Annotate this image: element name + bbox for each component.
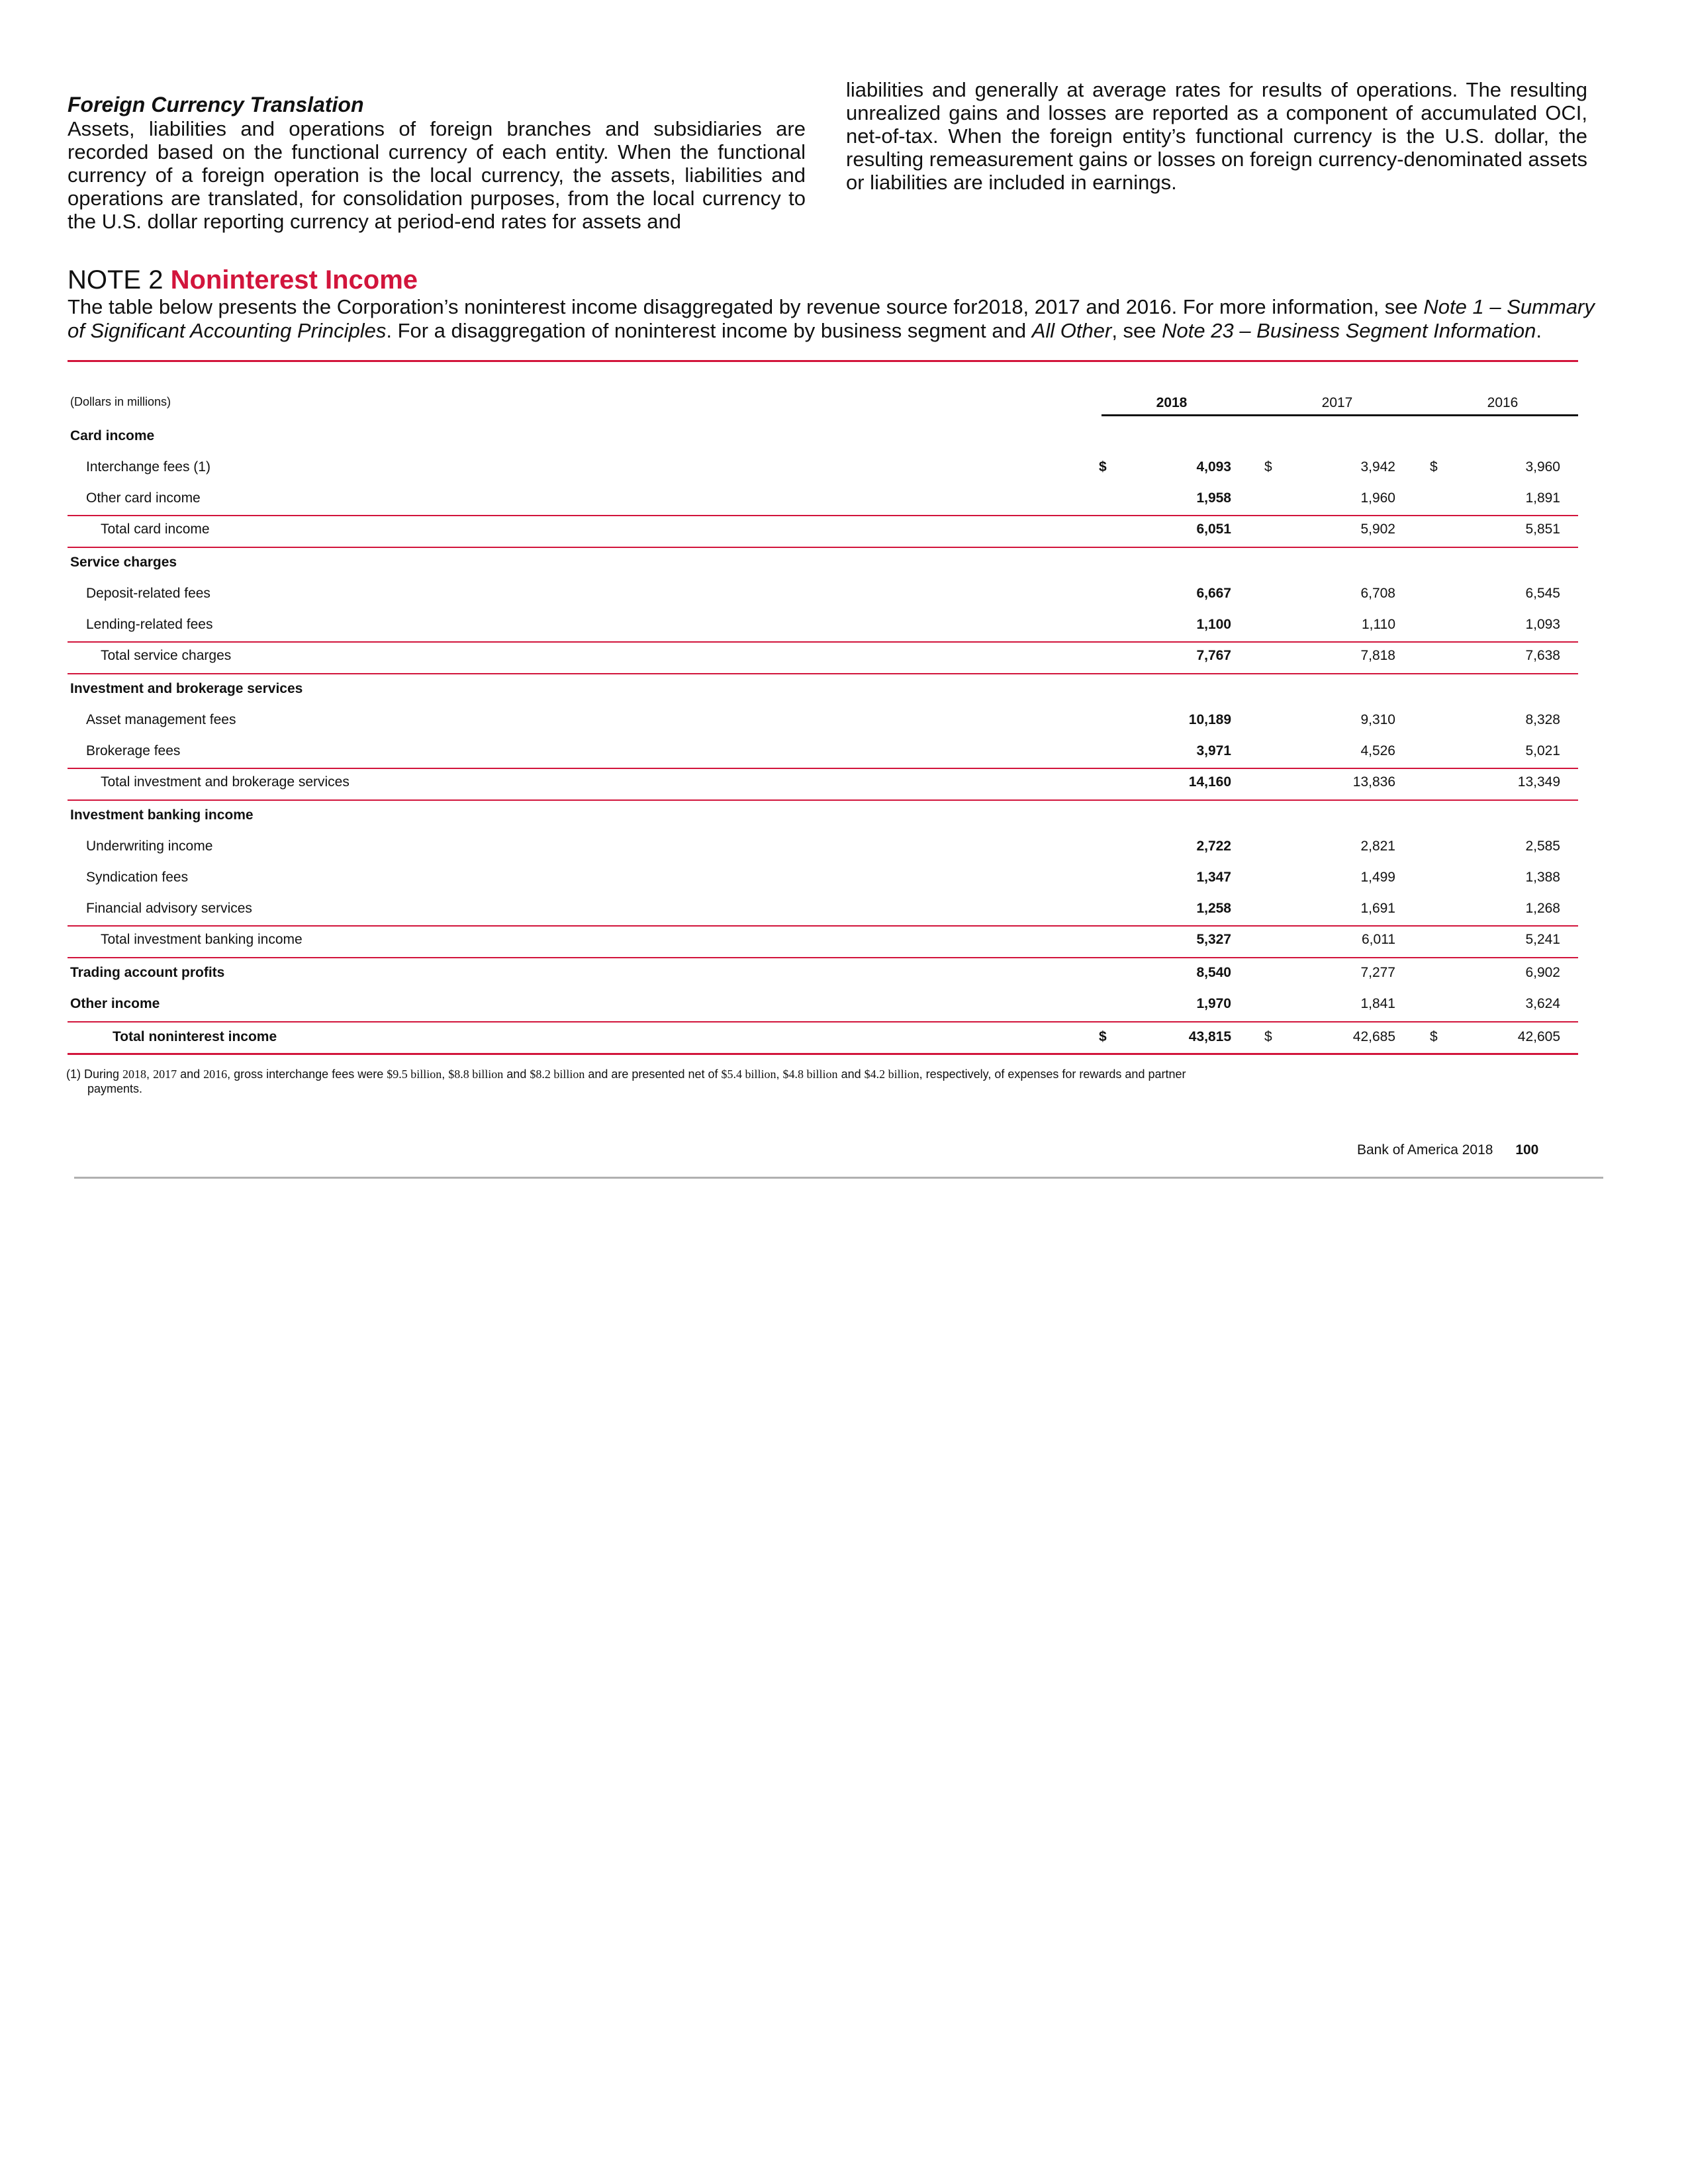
intro-part-5: . [1536,319,1542,342]
row-label-bold: Other income [70,996,160,1011]
table-cell-value: 1,691 [1360,901,1395,916]
total-row-label: Total investment banking income [101,932,303,947]
table-cell-value: 6,011 [1362,932,1395,947]
grand-total-rule [68,1053,1578,1055]
footnote-text: and [177,1068,204,1081]
footnote-text: and [837,1068,865,1081]
currency-symbol: $ [1264,459,1272,475]
footnote-value: $4.8 billion [782,1068,838,1081]
table-cell-value: 1,970 [1196,996,1231,1011]
units-label: (Dollars in millions) [70,395,171,408]
note-title-text: Noninterest Income [170,265,418,295]
footnote-value: $5.4 billion [721,1068,776,1081]
total-rule [68,957,1578,958]
total-row-label: Total service charges [101,648,232,663]
table-cell-value: 7,767 [1196,648,1231,663]
table-cell-value: 5,327 [1196,932,1231,947]
page-number: 100 [1515,1142,1539,1158]
row-label [86,870,188,886]
table-cell-value: 7,818 [1360,648,1395,663]
note1-reference: Note 1 – Summary of Significant Accounting Principles [68,295,1595,342]
footnote-year: 2017 [153,1068,177,1081]
footnote-value: $9.5 billion [387,1068,442,1081]
footnote-marker: (1) [66,1068,81,1081]
currency-symbol: $ [1430,459,1438,475]
table-cell-value: 6,902 [1525,965,1560,980]
table-cell-value: 6,667 [1196,586,1231,601]
table-cell-value: 3,971 [1196,743,1231,758]
intro-part-2: . For more information, see [1171,295,1424,318]
table-cell-value: 14,160 [1188,774,1231,790]
right-column-paragraph: liabilities and generally at average rates for results of operations. The resulting unrealized gains and losses are reported as a component of accumulated OCI, net-of-tax. When the foreign entity’s functional currency is the U.S. dollar, the resulting remeasurement gains or losses on foreign currency-denominated assets or liabilities are included in earnings. [846,78,1588,194]
row-label [86,459,211,475]
currency-symbol: $ [1099,459,1107,475]
footnote-text: , [146,1068,154,1081]
table-cell-value: 13,836 [1352,774,1395,790]
row-label-text: Syndication fees [86,870,189,885]
note-title [68,265,418,295]
page-footer-rule [74,1177,1603,1179]
page-footer [1357,1142,1538,1158]
table-cell-value: 2,722 [1196,839,1231,854]
footnote-year: 2018 [122,1068,147,1081]
footnote-text: , [776,1068,783,1081]
table-cell-value: 1,958 [1196,490,1231,506]
table-cell-value: 1,110 [1362,617,1395,632]
subtotal-rule [68,768,1578,769]
intro-part-3: . For a disaggregation of noninterest income by business segment and [386,319,1032,342]
header-underline [1102,414,1578,416]
table-cell-value: 1,891 [1525,490,1560,506]
row-label [86,586,211,602]
year-header: 2017 [1321,395,1353,410]
table-cell-value: 5,902 [1360,522,1395,537]
row-label-text: Other card income [86,490,201,506]
table-cell-value: 5,021 [1525,743,1560,758]
footnote-reference: (1) [189,459,211,475]
intro-part-4: , see [1111,319,1162,342]
row-label [86,743,180,759]
table-cell-value: 13,349 [1517,774,1560,790]
note-intro [68,295,1603,343]
row-label-text: Deposit-related fees [86,586,211,601]
table-cell-value: 2,585 [1525,839,1560,854]
row-label-text: Lending-related fees [86,617,213,632]
row-label [86,901,252,917]
table-cell-value: 3,624 [1525,996,1560,1011]
table-cell-value: 5,851 [1525,522,1560,537]
currency-symbol: $ [1430,1029,1438,1044]
footnote-text: and [503,1068,530,1081]
section-heading: Foreign Currency Translation [68,93,364,116]
table-cell-value: 7,638 [1525,648,1560,663]
intro-part-1: The table below presents the Corporation’s noninterest income disaggregated by revenue source for [68,295,978,318]
row-label-bold: Trading account profits [70,965,225,980]
row-label [86,839,212,854]
table-cell-value: 42,605 [1517,1029,1560,1044]
row-label-text: Brokerage fees [86,743,181,758]
report-name: Bank of America 2018 [1357,1142,1493,1158]
table-cell-value: 2,821 [1360,839,1395,854]
total-rule [68,799,1578,801]
row-label [86,712,236,728]
section-heading-row: Investment and brokerage services [70,681,303,696]
table-cell-value: 1,960 [1360,490,1395,506]
table-cell-value: 1,093 [1525,617,1560,632]
table-cell-value: 1,100 [1196,617,1231,632]
footnote-text: , gross interchange fees were [227,1068,387,1081]
table-cell-value: 8,328 [1525,712,1560,727]
footnote-value: $4.2 billion [864,1068,919,1081]
total-row-label: Total investment and brokerage services [101,774,350,790]
section-heading-row: Service charges [70,555,177,570]
row-label-text: Financial advisory services [86,901,252,916]
row-label [86,617,212,633]
table-cell-value: 10,189 [1188,712,1231,727]
all-other-reference: All Other [1031,319,1112,342]
footnote-text: , respectively, of expenses for rewards and partner [919,1068,1186,1081]
year-header: 2018 [1156,395,1188,410]
table-cell-value: 3,960 [1525,459,1560,475]
table-cell-value: 1,258 [1196,901,1231,916]
row-label [86,490,201,506]
total-rule [68,547,1578,548]
subtotal-rule [68,925,1578,927]
section-heading-row: Card income [70,428,155,443]
table-cell-value: 3,942 [1360,459,1395,475]
table-cell-value: 5,241 [1525,932,1560,947]
table-cell-value: 1,268 [1525,901,1560,916]
subtotal-rule [68,515,1578,516]
section-heading-row: Investment banking income [70,807,254,823]
currency-symbol: $ [1099,1029,1107,1044]
table-cell-value: 6,708 [1360,586,1395,601]
total-row-label: Total card income [101,522,210,537]
table-cell-value: 1,347 [1196,870,1231,885]
total-rule [68,673,1578,674]
subtotal-rule [68,641,1578,643]
table-cell-value: 8,540 [1196,965,1231,980]
row-label-text: Underwriting income [86,839,213,854]
footnote-year: 2016 [203,1068,228,1081]
row-label-text: Asset management fees [86,712,236,727]
note23-reference: Note 23 – Business Segment Information [1162,319,1536,342]
footnote-line-2: payments. [87,1082,143,1095]
row-label-text: Interchange fees [86,459,190,475]
table-cell-value: 1,841 [1360,996,1395,1011]
intro-years: 2018, 2017 and 2016 [977,295,1172,318]
footnote-value: $8.2 billion [530,1068,585,1081]
currency-symbol: $ [1264,1029,1272,1044]
footnote [66,1067,1589,1096]
left-column-paragraph: Assets, liabilities and operations of foreign branches and subsidiaries are recorded based on the functional currency of each entity. When the functional currency of a foreign operation is the local currency, the assets, liabilities and operations are translated, for consolidation purposes, from the local currency to the U.S. dollar reporting currency at period-end rates for assets and [68,117,806,233]
footnote-value: $8.8 billion [448,1068,504,1081]
footnote-text: and are presented net of [585,1068,722,1081]
table-cell-value: 4,093 [1196,459,1231,475]
foreign-currency-section [68,93,806,233]
grand-total-label: Total noninterest income [113,1029,277,1044]
year-header: 2016 [1487,395,1519,410]
table-cell-value: 1,388 [1525,870,1560,885]
table-cell-value: 43,815 [1188,1029,1231,1044]
table-top-rule [68,360,1578,362]
table-cell-value: 9,310 [1360,712,1395,727]
footnote-text: , [442,1068,449,1081]
footnote-text: During [84,1068,123,1081]
right-column [846,78,1587,194]
table-cell-value: 42,685 [1352,1029,1395,1044]
table-cell-value: 6,545 [1525,586,1560,601]
table-cell-value: 4,526 [1360,743,1395,758]
note-prefix: NOTE 2 [68,265,164,295]
table-cell-value: 1,499 [1360,870,1395,885]
table-cell-value: 7,277 [1360,965,1395,980]
table-cell-value: 6,051 [1196,522,1231,537]
pre-total-rule [68,1021,1578,1023]
